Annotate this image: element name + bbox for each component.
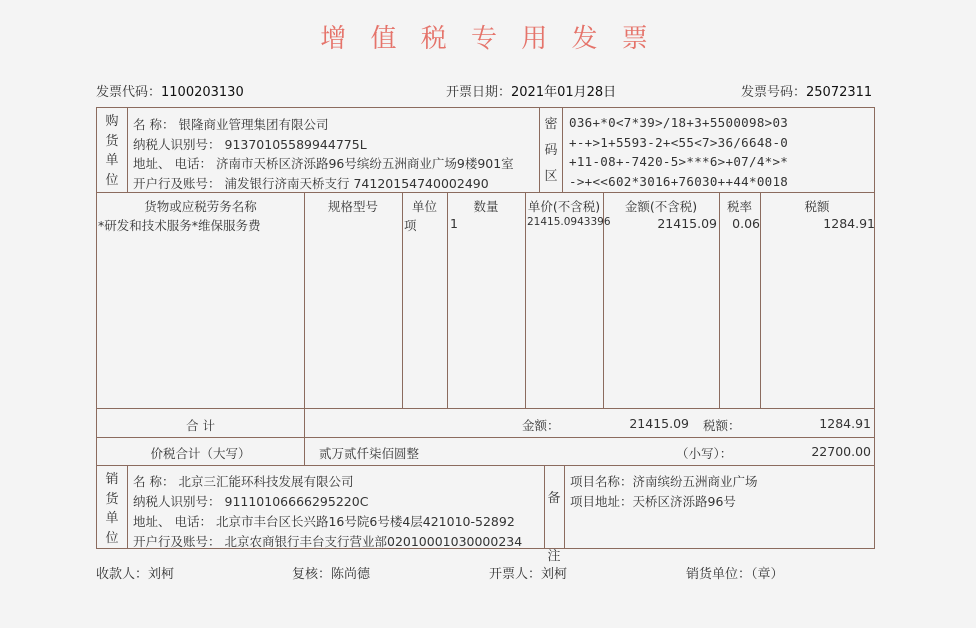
row-amount: 21415.09 (657, 216, 717, 231)
row-item: *研发和技术服务*维保服务费 (98, 218, 261, 233)
cipher-line-3: +11-08+-7420-5>***6>+07/4*>* (569, 154, 789, 169)
invoice-code: 发票代码：1100203130 (96, 85, 244, 100)
grand-total-small: 22700.00 (811, 444, 871, 459)
grand-total-words: 贰万贰仟柒佰圆整 (319, 446, 420, 461)
row-unit: 项 (404, 218, 417, 233)
seller-side-label: 销 货 单 位 (105, 472, 119, 546)
row-price: 21415.0943396 (527, 216, 611, 228)
invoice-title: 增 值 税 专 用 发 票 (320, 24, 656, 54)
grand-total-label: 价税合计（大写） (150, 446, 251, 461)
col-rate: 税率 (726, 199, 752, 214)
buyer-tax-id: 纳税人识别号： 91370105589944775L (133, 137, 367, 152)
col-unit: 单位 (411, 199, 437, 214)
cipher-line-2: +-+>1+5593-2+<55<7>36/6648-0 (569, 135, 789, 150)
payee: 收款人：刘柯 (96, 567, 175, 582)
col-qty: 数量 (473, 199, 499, 214)
project-address: 项目地址：天桥区济泺路96号 (570, 494, 736, 509)
invoice-table (96, 107, 875, 564)
row-rate: 0.06 (732, 216, 760, 231)
cipher-line-4: ->+<<602*3016+76030++44*0018 (569, 174, 789, 189)
row-qty: 1 (450, 216, 458, 231)
totals-amount: 21415.09 (629, 416, 689, 431)
buyer-address: 地址、 电话： 济南市天桥区济泺路96号缤纷五洲商业广场9楼901室 (133, 156, 514, 171)
buyer-name: 名 称： 银隆商业管理集团有限公司 (133, 117, 329, 132)
invoice-date: 开票日期：2021年01月28日 (446, 85, 617, 100)
totals-label: 合 计 (186, 418, 215, 433)
col-price: 单价(不含税) (527, 199, 601, 214)
seller-address: 地址、 电话： 北京市丰台区长兴路16号院6号楼4层421010-52892 (133, 514, 515, 529)
totals-tax-label: 税额： (703, 418, 741, 433)
col-item: 货物或应税劳务名称 (144, 199, 257, 214)
totals-tax: 1284.91 (819, 416, 871, 431)
col-tax: 税额 (804, 199, 830, 214)
buyer-bank: 开户行及账号： 浦发银行济南天桥支行 74120154740002490 (133, 176, 489, 191)
cipher-line-1: 036+*0<7*39>/18+3+5500098>03 (569, 115, 789, 130)
buyer-side-label: 购 货 单 位 (105, 114, 119, 188)
col-amount: 金额(不含税) (624, 199, 698, 214)
totals-amount-label: 金额： (522, 418, 560, 433)
issuer: 开票人：刘柯 (489, 567, 568, 582)
row-tax: 1284.91 (823, 216, 875, 231)
reviewer: 复核：陈尚德 (292, 567, 371, 582)
seller-bank: 开户行及账号： 北京农商银行丰台支行营业部02010001030000234 (133, 534, 523, 549)
remarks-side-label: 备 注 (547, 491, 561, 564)
cipher-side-label: 密 码 区 (544, 117, 558, 184)
seller-tax-id: 纳税人识别号： 91110106666295220C (133, 494, 369, 509)
grand-total-small-label: （小写）： (676, 446, 733, 461)
project-name: 项目名称：济南缤纷五洲商业广场 (570, 474, 758, 489)
col-spec: 规格型号 (327, 199, 378, 214)
seller-unit-stamp: 销货单位：（章） (686, 567, 784, 582)
invoice-number: 发票号码：25072311 (741, 85, 873, 100)
seller-name: 名 称： 北京三汇能环科技发展有限公司 (133, 474, 354, 489)
